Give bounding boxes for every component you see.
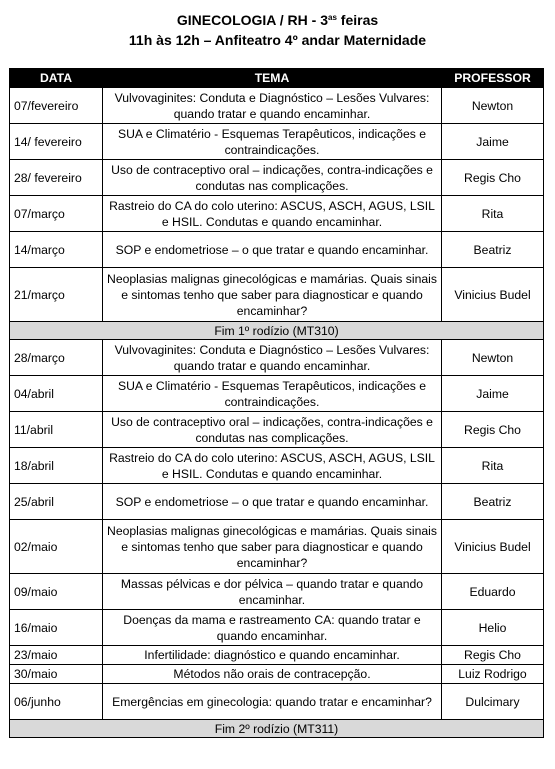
cell-date: 21/março (10, 268, 103, 322)
cell-professor: Jaime (442, 124, 544, 160)
cell-tema: Rastreio do CA do colo uterino: ASCUS, ASCH, AGUS, LSIL e HSIL. Condutas e quando encaminhar. (103, 196, 442, 232)
cell-date: 28/ fevereiro (10, 160, 103, 196)
rotation-end-label: Fim 1º rodízio (MT310) (10, 322, 544, 340)
table-row (10, 574, 544, 610)
cell-date: 14/ fevereiro (10, 124, 103, 160)
table-row (10, 232, 544, 268)
table-row (10, 684, 544, 720)
cell-tema: Doenças da mama e rastreamento CA: quando tratar e quando encaminhar. (103, 610, 442, 646)
cell-professor: Beatriz (442, 232, 544, 268)
rotation-end-label: Fim 2º rodízio (MT311) (10, 720, 544, 738)
cell-date: 07/março (10, 196, 103, 232)
cell-professor: Regis Cho (442, 412, 544, 448)
table-row (10, 610, 544, 646)
cell-date: 30/maio (10, 665, 103, 684)
cell-tema: Infertilidade: diagnóstico e quando encaminhar. (103, 646, 442, 665)
cell-professor: Vinicius Budel (442, 268, 544, 322)
table-row (10, 412, 544, 448)
cell-professor: Beatriz (442, 484, 544, 520)
cell-date: 09/maio (10, 574, 103, 610)
cell-date: 04/abril (10, 376, 103, 412)
cell-tema: SUA e Climatério - Esquemas Terapêuticos, indicações e contraindicações. (103, 124, 442, 160)
cell-professor: Regis Cho (442, 646, 544, 665)
cell-date: 28/março (10, 340, 103, 376)
table-row (10, 665, 544, 684)
cell-professor: Dulcimary (442, 684, 544, 720)
cell-date: 02/maio (10, 520, 103, 574)
column-header-date: DATA (10, 69, 103, 88)
cell-date: 18/abril (10, 448, 103, 484)
cell-tema: Uso de contraceptivo oral – indicações, contra-indicações e condutas nas complicações. (103, 160, 442, 196)
cell-date: 06/junho (10, 684, 103, 720)
table-row (10, 520, 544, 574)
table-row (10, 88, 544, 124)
rotation-end-row (10, 322, 544, 340)
schedule-table (9, 68, 544, 738)
cell-professor: Newton (442, 340, 544, 376)
cell-date: 14/março (10, 232, 103, 268)
table-row (10, 340, 544, 376)
cell-date: 25/abril (10, 484, 103, 520)
cell-professor: Rita (442, 196, 544, 232)
table-row (10, 448, 544, 484)
cell-professor: Rita (442, 448, 544, 484)
cell-tema: Neoplasias malignas ginecológicas e mamárias. Quais sinais e sintomas tenho que saber para diagnosticar e quando encaminhar? (103, 520, 442, 574)
cell-tema: Emergências em ginecologia: quando tratar e encaminhar? (103, 684, 442, 720)
cell-tema: SOP e endometriose – o que tratar e quando encaminhar. (103, 232, 442, 268)
header-title-suffix: feiras (336, 12, 379, 28)
cell-tema: Vulvovaginites: Conduta e Diagnóstico – Lesões Vulvares: quando tratar e quando encaminhar. (103, 340, 442, 376)
cell-tema: Métodos não orais de contracepção. (103, 665, 442, 684)
table-row (10, 124, 544, 160)
cell-tema: Rastreio do CA do colo uterino: ASCUS, ASCH, AGUS, LSIL e HSIL. Condutas e quando encaminhar. (103, 448, 442, 484)
cell-tema: Neoplasias malignas ginecológicas e mamárias. Quais sinais e sintomas tenho que saber para diagnosticar e quando encaminhar? (103, 268, 442, 322)
cell-tema: Massas pélvicas e dor pélvica – quando tratar e quando encaminhar. (103, 574, 442, 610)
header-subtitle: 11h às 12h – Anfiteatro 4º andar Maternidade (128, 32, 427, 48)
cell-professor: Newton (442, 88, 544, 124)
cell-tema: SOP e endometriose – o que tratar e quando encaminhar. (103, 484, 442, 520)
schedule-body (10, 88, 544, 738)
cell-professor: Luiz Rodrigo (442, 665, 544, 684)
cell-date: 07/fevereiro (10, 88, 103, 124)
cell-date: 11/abril (10, 412, 103, 448)
cell-professor: Eduardo (442, 574, 544, 610)
cell-date: 16/maio (10, 610, 103, 646)
table-row (10, 196, 544, 232)
cell-professor: Vinicius Budel (442, 520, 544, 574)
table-row (10, 268, 544, 322)
cell-date: 23/maio (10, 646, 103, 665)
header-title-superscript: as (328, 13, 337, 22)
table-row (10, 376, 544, 412)
cell-professor: Jaime (442, 376, 544, 412)
document-header (0, 0, 555, 52)
cell-tema: SUA e Climatério - Esquemas Terapêuticos, indicações e contraindicações. (103, 376, 442, 412)
cell-professor: Regis Cho (442, 160, 544, 196)
table-row (10, 160, 544, 196)
header-title-text: GINECOLOGIA / RH - 3 (176, 12, 328, 28)
rotation-end-row (10, 720, 544, 738)
header-title (0, 8, 555, 30)
table-row (10, 646, 544, 665)
cell-tema: Vulvovaginites: Conduta e Diagnóstico – Lesões Vulvares: quando tratar e quando encaminhar. (103, 88, 442, 124)
table-row (10, 484, 544, 520)
column-header-tema: TEMA (103, 69, 442, 88)
cell-tema: Uso de contraceptivo oral – indicações, contra-indicações e condutas nas complicações. (103, 412, 442, 448)
column-header-professor: PROFESSOR (442, 69, 544, 88)
table-header-row (10, 69, 544, 88)
cell-professor: Helio (442, 610, 544, 646)
